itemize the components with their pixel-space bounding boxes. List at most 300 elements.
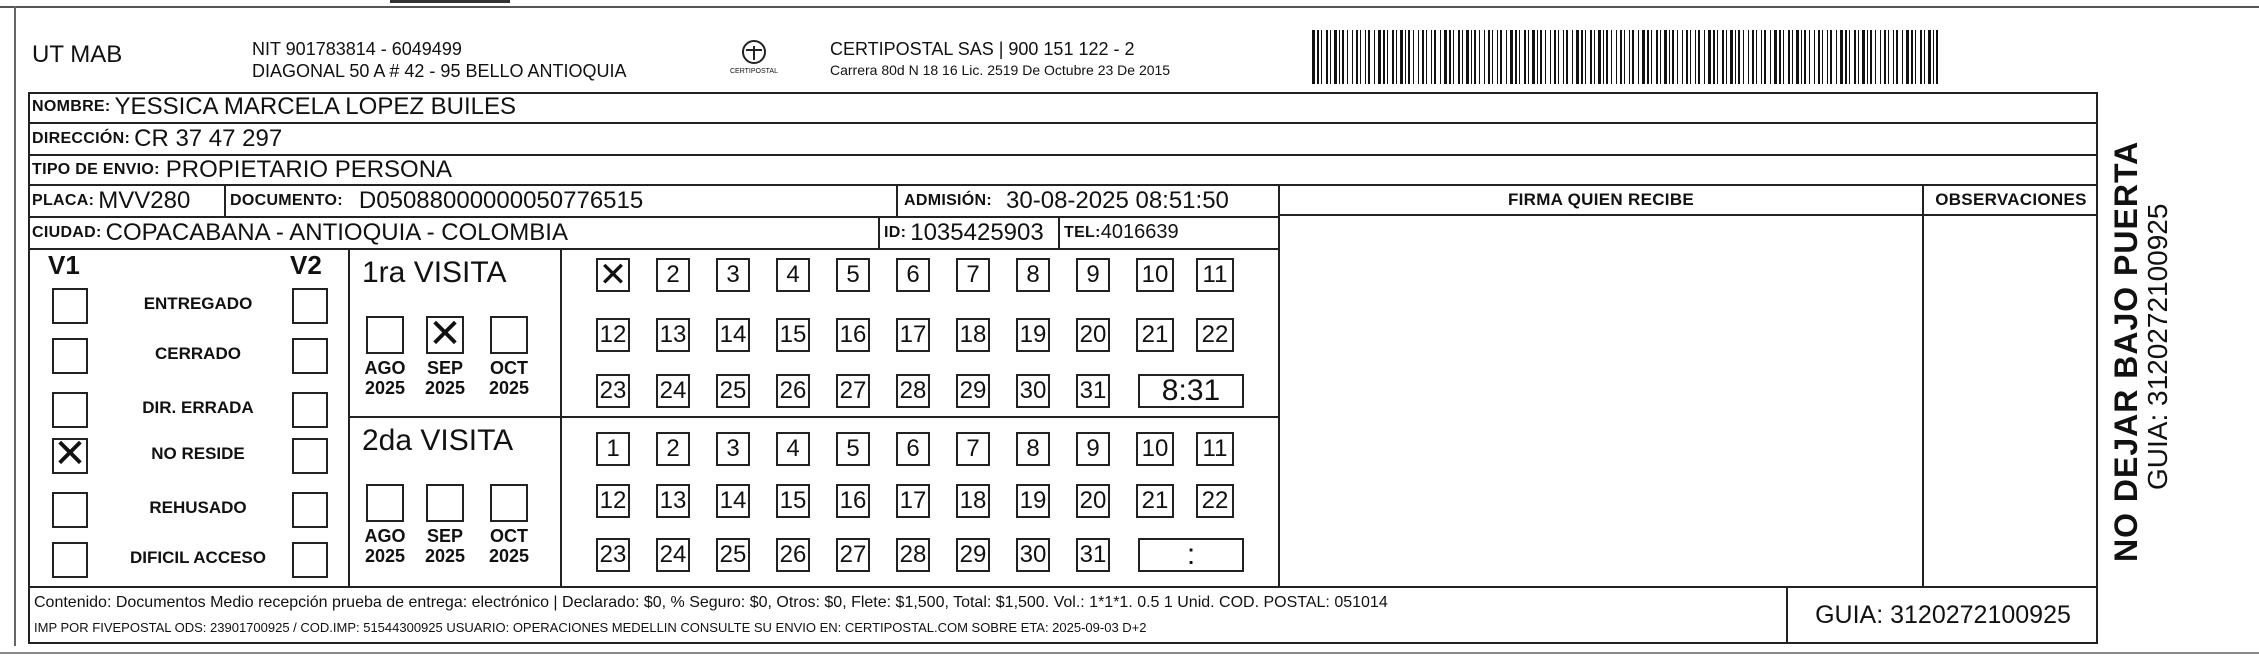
day-cell[interactable] xyxy=(956,432,990,466)
barcode-bar xyxy=(1783,30,1784,84)
barcode-bar xyxy=(1356,30,1358,84)
barcode-bar xyxy=(1858,30,1859,84)
day-number: 6 xyxy=(906,435,920,462)
doc-adm-sep xyxy=(896,184,898,216)
barcode-bar xyxy=(1598,30,1601,84)
row-line-1 xyxy=(28,122,2098,124)
barcode-bar xyxy=(1884,30,1886,84)
barcode-bar xyxy=(1405,30,1406,84)
day-cell[interactable] xyxy=(1076,432,1110,466)
barcode-bar xyxy=(1426,30,1427,84)
barcode-bar xyxy=(1422,30,1424,84)
day-cell[interactable] xyxy=(596,255,630,295)
month-year: 2025 xyxy=(424,546,466,566)
day-number: 19 xyxy=(1019,321,1047,348)
barcode-bar xyxy=(1761,30,1762,84)
barcode-bar xyxy=(1928,30,1931,84)
barcode-bar xyxy=(1770,30,1771,84)
day-cell[interactable] xyxy=(836,484,870,518)
barcode-bar xyxy=(1440,30,1441,84)
barcode-bar xyxy=(1572,30,1573,84)
barcode-bar xyxy=(1392,30,1394,84)
day-number: 26 xyxy=(779,541,807,568)
barcode-bar xyxy=(1396,30,1397,84)
barcode-bar xyxy=(1717,30,1718,84)
day-cell[interactable] xyxy=(1076,538,1110,572)
day-cell[interactable] xyxy=(836,374,870,408)
barcode-bar xyxy=(1764,30,1766,84)
day-number: 29 xyxy=(959,377,987,404)
month-checkbox[interactable] xyxy=(366,316,404,354)
status-label: DIR. ERRADA xyxy=(142,398,254,417)
observaciones-label: OBSERVACIONES xyxy=(1935,190,2087,209)
placa-field xyxy=(32,185,190,216)
barcode-bar xyxy=(1822,30,1823,84)
barcode-bar xyxy=(1708,30,1711,84)
day-number: 5 xyxy=(846,261,860,288)
day-cell[interactable] xyxy=(1196,258,1234,292)
barcode-bar xyxy=(1558,30,1559,84)
barcode-bar xyxy=(1698,30,1700,84)
barcode-bar xyxy=(1524,30,1526,84)
day-number: 5 xyxy=(846,435,860,462)
day-cell[interactable] xyxy=(776,258,810,292)
nombre-value: YESSICA MARCELA LOPEZ BUILES xyxy=(114,93,517,120)
barcode-bar xyxy=(1594,30,1595,84)
day-cell[interactable] xyxy=(1196,484,1234,518)
barcode-bar xyxy=(1867,30,1868,84)
barcode-bar xyxy=(1488,30,1490,84)
side-no-dejar: NO DEJAR BAJO PUERTA xyxy=(2108,140,2144,562)
barcode-bar xyxy=(1545,30,1546,84)
barcode-bar xyxy=(1933,30,1934,84)
day-number: 13 xyxy=(659,321,687,348)
barcode-bar xyxy=(1809,30,1810,84)
barcode-bar xyxy=(1590,30,1592,84)
day-cell[interactable] xyxy=(656,484,690,518)
day-cell[interactable] xyxy=(956,258,990,292)
barcode-bar xyxy=(1827,30,1828,84)
day-number: 31 xyxy=(1079,377,1107,404)
barcode-bar xyxy=(1814,30,1815,84)
day-number: 15 xyxy=(779,321,807,348)
day-cell[interactable] xyxy=(1136,318,1174,352)
barcode-bar xyxy=(1408,30,1410,84)
barcode-bar xyxy=(1378,30,1381,84)
day-number: 8 xyxy=(1026,261,1040,288)
ciudad-value: COPACABANA - ANTIOQUIA - COLOMBIA xyxy=(105,218,568,246)
admision-field xyxy=(904,185,1229,216)
day-number: 18 xyxy=(959,321,987,348)
day-cell[interactable] xyxy=(956,538,990,572)
v2-checkbox[interactable] xyxy=(292,492,328,528)
barcode-bar xyxy=(1471,30,1472,84)
day-cell[interactable] xyxy=(1196,318,1234,352)
barcode-bar xyxy=(1616,30,1617,84)
barcode-bar xyxy=(1888,30,1889,84)
bottom-border xyxy=(0,652,2259,654)
v2-checkbox[interactable] xyxy=(292,438,328,474)
barcode-bar xyxy=(1620,30,1622,84)
barcode-bar xyxy=(1779,30,1781,84)
day-cell[interactable] xyxy=(896,374,930,408)
courier-address: Carrera 80d N 18 16 Lic. 2519 De Octubre 23 De 2015 xyxy=(830,62,1171,78)
firma-label: FIRMA QUIEN RECIBE xyxy=(1507,190,1695,209)
barcode-bar xyxy=(1738,30,1740,84)
day-x-mark: ✕ xyxy=(598,255,628,295)
barcode-bar xyxy=(1500,30,1502,84)
day-number: 19 xyxy=(1019,487,1047,514)
left-border xyxy=(14,6,16,646)
top-border xyxy=(0,6,2259,8)
day-number: 3 xyxy=(726,435,740,462)
day-cell[interactable] xyxy=(1016,432,1050,466)
barcode-bar xyxy=(1726,30,1727,84)
v1-checkbox[interactable] xyxy=(52,338,88,374)
barcode-bar xyxy=(1479,30,1480,84)
day-cell[interactable] xyxy=(656,318,690,352)
v1-label: V1 xyxy=(48,250,80,280)
barcode-bar xyxy=(1506,30,1507,84)
day-number: 17 xyxy=(899,487,927,514)
day-cell[interactable] xyxy=(776,374,810,408)
day-number: 2 xyxy=(666,435,680,462)
day-number: 27 xyxy=(839,377,867,404)
day-number: 21 xyxy=(1141,487,1169,514)
tel-label: TEL: xyxy=(1064,223,1101,241)
day-cell[interactable] xyxy=(656,432,690,466)
day-number: 15 xyxy=(779,487,807,514)
barcode-bar xyxy=(1911,30,1913,84)
day-number: 31 xyxy=(1079,541,1107,568)
month-checkbox[interactable] xyxy=(366,484,404,522)
documento-label: DOCUMENTO: xyxy=(230,191,343,209)
day-number: 14 xyxy=(719,321,747,348)
day-cell[interactable] xyxy=(776,538,810,572)
status-label: REHUSADO xyxy=(149,498,247,517)
day-number: 20 xyxy=(1079,321,1107,348)
barcode-bar xyxy=(1845,30,1847,84)
status-label: CERRADO xyxy=(155,344,241,363)
month-checkbox[interactable] xyxy=(490,484,528,522)
day-cell[interactable] xyxy=(776,484,810,518)
barcode-bar xyxy=(1365,30,1366,84)
day-cell[interactable] xyxy=(1076,318,1110,352)
day-cell[interactable] xyxy=(716,484,750,518)
time-value: : xyxy=(1186,538,1196,571)
day-number: 21 xyxy=(1141,321,1169,348)
barcode-bar xyxy=(1312,30,1315,84)
day-number: 17 xyxy=(899,321,927,348)
barcode-bar xyxy=(1669,30,1670,84)
day-cell[interactable] xyxy=(896,318,930,352)
day-cell[interactable] xyxy=(1136,258,1174,292)
day-cell[interactable] xyxy=(596,484,630,518)
day-cell[interactable] xyxy=(656,538,690,572)
side-guia: GUIA: 3120272100925 xyxy=(2142,203,2173,490)
barcode-bar xyxy=(1647,30,1649,84)
barcode-bar xyxy=(1936,30,1938,84)
month-year: 2025 xyxy=(424,378,466,398)
v1-checkbox[interactable] xyxy=(52,392,88,428)
barcode-bar xyxy=(1722,30,1724,84)
day-cell[interactable] xyxy=(896,432,930,466)
barcode-bar xyxy=(1624,30,1625,84)
company-nit: NIT 901783814 - 6049499 xyxy=(252,39,462,59)
barcode-bar xyxy=(1339,30,1340,84)
barcode-bar xyxy=(1497,30,1498,84)
day-cell[interactable] xyxy=(836,258,870,292)
courier-name: CERTIPOSTAL SAS | 900 151 122 - 2 xyxy=(830,39,1135,59)
barcode-bar xyxy=(1748,30,1749,84)
barcode-bar xyxy=(1449,30,1451,84)
month-label: OCT xyxy=(490,526,528,546)
day-cell[interactable] xyxy=(956,374,990,408)
month-label: OCT xyxy=(490,358,528,378)
day-number: 27 xyxy=(839,541,867,568)
day-cell[interactable] xyxy=(596,318,630,352)
barcode-bar xyxy=(1743,30,1744,84)
v2-label: V2 xyxy=(290,250,322,280)
day-cell[interactable] xyxy=(956,318,990,352)
barcode-bar xyxy=(1735,30,1736,84)
barcode-bar xyxy=(1801,30,1802,84)
day-cell[interactable] xyxy=(1016,484,1050,518)
barcode-bar xyxy=(1611,30,1612,84)
visit-split-line xyxy=(348,416,1278,418)
day-number: 16 xyxy=(839,321,867,348)
barcode-bar xyxy=(1849,30,1850,84)
barcode-bar xyxy=(1840,30,1843,84)
barcode-bar xyxy=(1510,30,1513,84)
day-cell[interactable] xyxy=(1196,432,1234,466)
barcode-bar xyxy=(1836,30,1837,84)
barcode-bar xyxy=(1352,30,1353,84)
footer-contenido: Contenido: Documentos Medio recepción prueba de entrega: electrónico | Declarado: $0, % Seguro: $0, Otros: $0, Flete: $1,500, Total: $1,500. Vol.: 1*1*1. 0.5 1 Unid. COD. POSTAL: 051014 xyxy=(34,594,1388,611)
month-year: 2025 xyxy=(488,378,530,398)
barcode-bar xyxy=(1528,30,1529,84)
day-cell[interactable] xyxy=(836,432,870,466)
barcode-bar xyxy=(1317,30,1319,84)
id-tel-sep xyxy=(1058,216,1060,248)
barcode-bar xyxy=(1326,30,1328,84)
first-visit-label: 1ra VISITA xyxy=(362,256,507,289)
direccion-row xyxy=(32,123,282,154)
month-checkbox[interactable] xyxy=(490,316,528,354)
nombre-label: NOMBRE: xyxy=(32,98,111,115)
placa-doc-sep xyxy=(224,184,226,216)
month-year: 2025 xyxy=(488,546,530,566)
ciudad-field xyxy=(32,217,568,248)
v2-checkbox[interactable] xyxy=(292,288,328,324)
barcode-bar xyxy=(1870,30,1872,84)
day-cell[interactable] xyxy=(1016,538,1050,572)
barcode-bar xyxy=(1585,30,1586,84)
barcode-bar xyxy=(1788,30,1790,84)
day-cell[interactable] xyxy=(1076,374,1110,408)
barcode-bar xyxy=(1642,30,1645,84)
time-field[interactable] xyxy=(1138,374,1244,408)
day-cell[interactable] xyxy=(896,258,930,292)
day-cell[interactable] xyxy=(896,484,930,518)
day-cell[interactable] xyxy=(716,318,750,352)
month-year: 2025 xyxy=(364,378,406,398)
barcode-bar xyxy=(1576,30,1579,84)
v2-checkbox[interactable] xyxy=(292,338,328,374)
day-number: 9 xyxy=(1086,435,1100,462)
day-number: 9 xyxy=(1086,261,1100,288)
day-cell[interactable] xyxy=(716,538,750,572)
barcode-bar xyxy=(1532,30,1535,84)
ciudad-label: CIUDAD: xyxy=(32,223,102,241)
time-field[interactable] xyxy=(1138,538,1244,572)
day-cell[interactable] xyxy=(1016,258,1050,292)
barcode-bar xyxy=(1713,30,1715,84)
barcode-bar xyxy=(1664,30,1667,84)
barcode-bar xyxy=(1818,30,1820,84)
barcode-bar xyxy=(1347,30,1348,84)
day-cell[interactable] xyxy=(1136,432,1174,466)
v2-checkbox[interactable] xyxy=(292,542,328,578)
barcode-bar xyxy=(1660,30,1661,84)
id-label: ID: xyxy=(884,223,907,241)
barcode-bar xyxy=(1875,30,1876,84)
barcode-bar xyxy=(1704,30,1705,84)
barcode-bar xyxy=(1453,30,1454,84)
barcode-bar xyxy=(1519,30,1520,84)
day-number: 1 xyxy=(606,435,620,462)
day-number: 16 xyxy=(839,487,867,514)
day-number: 28 xyxy=(899,541,927,568)
certipostal-logo xyxy=(730,38,778,82)
day-cell[interactable] xyxy=(776,318,810,352)
day-number: 2 xyxy=(666,261,680,288)
day-cell[interactable] xyxy=(716,374,750,408)
status-label: NO RESIDE xyxy=(151,444,245,463)
day-cell[interactable] xyxy=(776,432,810,466)
tel-value: 4016639 xyxy=(1100,221,1179,243)
day-number: 13 xyxy=(659,487,687,514)
barcode-bar xyxy=(1682,30,1683,84)
admision-value: 30-08-2025 08:51:50 xyxy=(1006,186,1229,214)
barcode-bar xyxy=(1920,30,1922,84)
barcode-bar xyxy=(1462,30,1463,84)
barcode-bar xyxy=(1330,30,1331,84)
top-dash xyxy=(390,0,510,3)
logo-icon xyxy=(730,38,778,82)
day-number: 25 xyxy=(719,541,747,568)
logo-text: CERTIPOSTAL xyxy=(730,68,778,75)
day-number: 6 xyxy=(906,261,920,288)
day-number: 4 xyxy=(786,261,800,288)
barcode-bar xyxy=(1651,30,1652,84)
day-cell[interactable] xyxy=(596,432,630,466)
day-cell[interactable] xyxy=(1016,318,1050,352)
day-cell[interactable] xyxy=(656,258,690,292)
nombre-row xyxy=(32,92,516,122)
day-number: 25 xyxy=(719,377,747,404)
barcode-bar xyxy=(1458,30,1460,84)
barcode-bar xyxy=(1656,30,1658,84)
day-number: 30 xyxy=(1019,377,1047,404)
time-value: 8:31 xyxy=(1161,374,1221,407)
day-cell[interactable] xyxy=(596,374,630,408)
day-number: 10 xyxy=(1141,261,1169,288)
barcode-bar xyxy=(1632,30,1634,84)
barcode-bar xyxy=(1774,30,1777,84)
barcode-bar xyxy=(1566,30,1568,84)
day-number: 24 xyxy=(659,541,687,568)
barcode-bar xyxy=(1756,30,1757,84)
barcode-bar xyxy=(1730,30,1733,84)
month-checkbox[interactable] xyxy=(426,484,464,522)
barcode-bar xyxy=(1862,30,1865,84)
barcode-bar xyxy=(1563,30,1564,84)
month-label: AGO xyxy=(364,358,406,378)
day-number: 24 xyxy=(659,377,687,404)
documento-field xyxy=(230,185,643,216)
barcode xyxy=(1312,30,1942,84)
day-number: 11 xyxy=(1202,261,1228,288)
day-cell[interactable] xyxy=(836,538,870,572)
day-number: 26 xyxy=(779,377,807,404)
barcode-bar xyxy=(1400,30,1403,84)
company-address: DIAGONAL 50 A # 42 - 95 BELLO ANTIOQUIA xyxy=(252,61,627,81)
day-cell[interactable] xyxy=(1076,258,1110,292)
day-cell[interactable] xyxy=(656,374,690,408)
admision-label: ADMISIÓN: xyxy=(904,191,993,209)
day-cell[interactable] xyxy=(836,318,870,352)
placa-value: MVV280 xyxy=(98,186,191,214)
day-number: 18 xyxy=(959,487,987,514)
barcode-bar xyxy=(1360,30,1361,84)
month-label: SEP xyxy=(426,358,464,378)
v1-checkbox[interactable] xyxy=(52,288,88,324)
day-cell[interactable] xyxy=(956,484,990,518)
day-cell[interactable] xyxy=(716,432,750,466)
barcode-bar xyxy=(1915,30,1916,84)
day-cell[interactable] xyxy=(716,258,750,292)
v1-checkbox[interactable] xyxy=(52,492,88,528)
company-name: UT MAB xyxy=(32,41,123,68)
day-cell[interactable] xyxy=(896,538,930,572)
day-number: 14 xyxy=(719,487,747,514)
v1-checkbox[interactable] xyxy=(52,542,88,578)
day-cell[interactable] xyxy=(596,538,630,572)
barcode-bar xyxy=(1387,30,1388,84)
obs-left-line xyxy=(1922,184,1924,586)
documento-value: D05088000000050776515 xyxy=(358,186,644,214)
barcode-bar xyxy=(1466,30,1469,84)
barcode-bar xyxy=(1880,30,1881,84)
tipo-row xyxy=(32,155,452,185)
barcode-bar xyxy=(1554,30,1556,84)
day-cell[interactable] xyxy=(1136,484,1174,518)
day-cell[interactable] xyxy=(1016,374,1050,408)
barcode-bar xyxy=(1677,30,1678,84)
day-cell[interactable] xyxy=(1076,484,1110,518)
v2-checkbox[interactable] xyxy=(292,392,328,428)
sig-left-line xyxy=(1278,184,1280,586)
barcode-bar xyxy=(1796,30,1799,84)
day-number: 7 xyxy=(966,435,980,462)
barcode-bar xyxy=(1606,30,1608,84)
day-number: 23 xyxy=(599,541,627,568)
barcode-bar xyxy=(1492,30,1493,84)
barcode-bar xyxy=(1906,30,1909,84)
month-label: AGO xyxy=(364,526,406,546)
barcode-bar xyxy=(1434,30,1436,84)
